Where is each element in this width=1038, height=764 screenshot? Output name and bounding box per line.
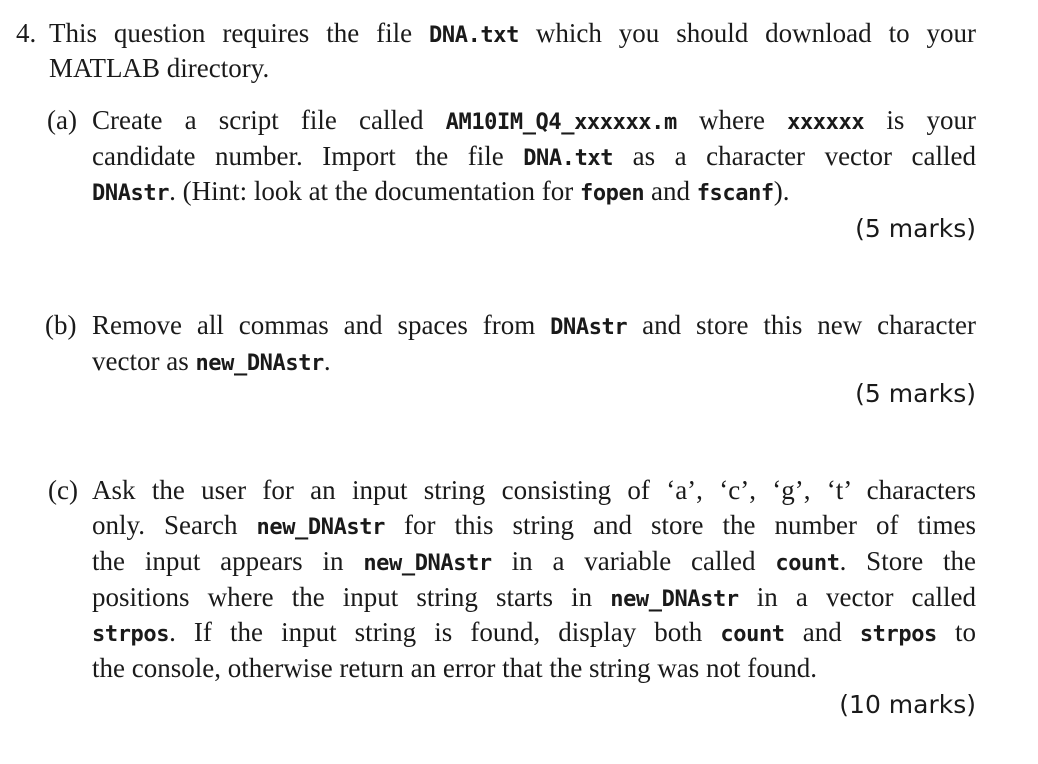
question-number: 4. (16, 18, 37, 48)
part-c-line-3: the input appears in new_DNAstr in a variable called count. Store the (92, 546, 977, 576)
part-b-label: (b) (45, 310, 77, 340)
part-a-line-1: Create a script file called AM10IM_Q4_xxxxxx.m where xxxxxx is your (92, 105, 976, 135)
part-b-line-2: vector as new_DNAstr. (92, 346, 331, 376)
part-c-line-2: only. Search new_DNAstr for this string and store the number of times (92, 510, 976, 540)
part-c-line-6: the console, otherwise return an error that the string was not found. (92, 653, 818, 683)
question-intro-line-1: This question requires the file DNA.txt which you should download to your (49, 18, 976, 48)
part-c-label: (c) (48, 475, 78, 505)
file-name-code: DNA.txt (429, 23, 519, 48)
question-intro-line-2: MATLAB directory. (49, 53, 270, 83)
part-c-line-1: Ask the user for an input string consisting of ‘a’, ‘c’, ‘g’, ‘t’ characters (92, 475, 976, 505)
part-a-label: (a) (47, 105, 77, 135)
part-a-line-2: candidate number. Import the file DNA.txt as a character vector called (92, 141, 976, 171)
part-b-marks: (5 marks) (855, 379, 976, 408)
part-c-line-4: positions where the input string starts in new_DNAstr in a vector called (92, 582, 976, 612)
part-b-line-1: Remove all commas and spaces from DNAstr and store this new character (92, 310, 976, 340)
part-c-line-5: strpos. If the input string is found, display both count and strpos to (92, 617, 977, 647)
part-a-line-3: DNAstr. (Hint: look at the documentation for fopen and fscanf). (92, 176, 790, 206)
part-a-marks: (5 marks) (855, 214, 976, 243)
part-c-marks: (10 marks) (839, 690, 976, 719)
